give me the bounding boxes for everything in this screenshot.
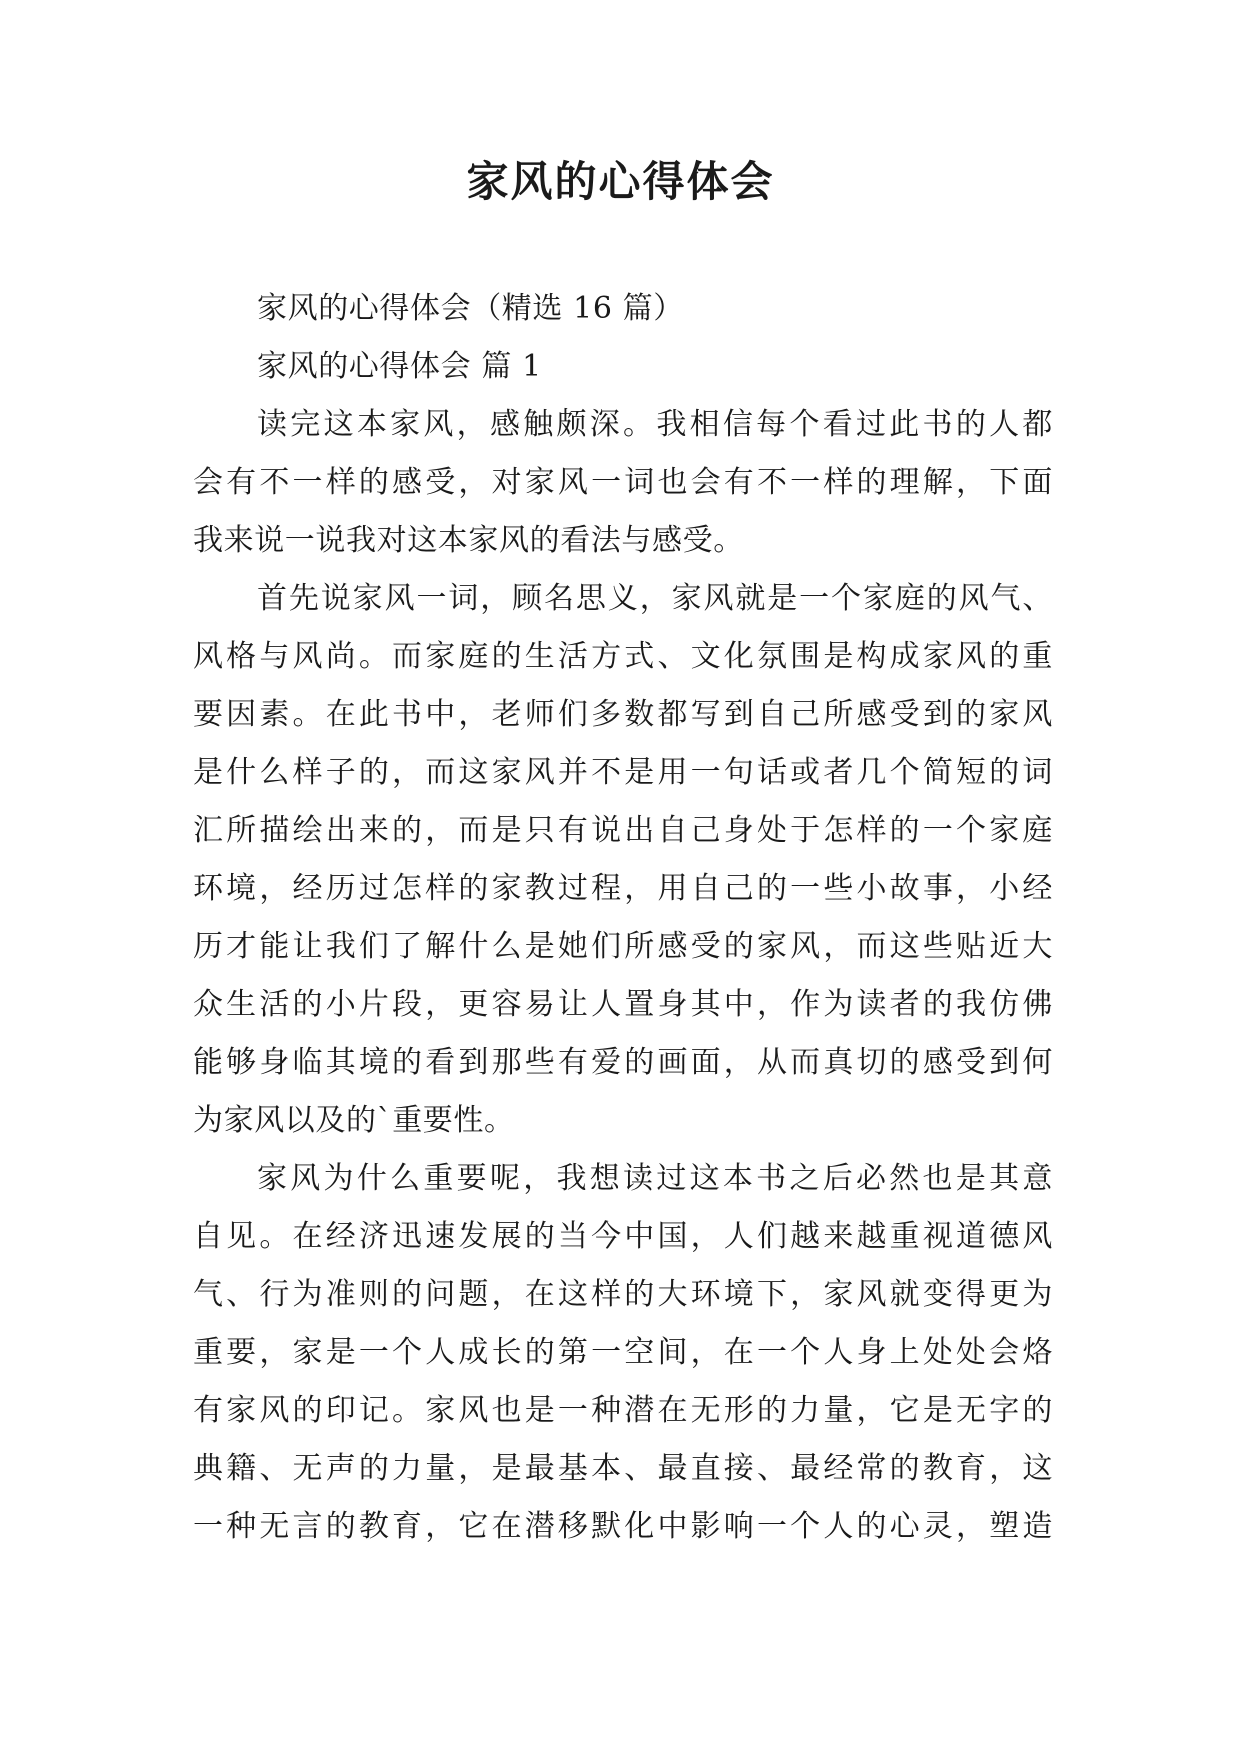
paragraph-line: 汇所描绘出来的，而是只有说出自己身处于怎样的一个家庭 bbox=[193, 813, 1053, 848]
paragraph-line: 能够身临其境的看到那些有爱的画面，从而真切的感受到何 bbox=[193, 1045, 1053, 1080]
paragraph-line: 典籍、无声的力量，是最基本、最直接、最经常的教育，这 bbox=[193, 1451, 1053, 1486]
paragraph-line: 首先说家风一词，顾名思义，家风就是一个家庭的风气、 bbox=[257, 581, 1053, 616]
paragraph-line: 一种无言的教育，它在潜移默化中影响一个人的心灵，塑造 bbox=[193, 1509, 1053, 1544]
paragraph-line: 气、行为准则的问题，在这样的大环境下，家风就变得更为 bbox=[193, 1277, 1053, 1312]
paragraph-line: 要因素。在此书中，老师们多数都写到自己所感受到的家风 bbox=[193, 697, 1053, 732]
paragraph-line: 是什么样子的，而这家风并不是用一句话或者几个简短的词 bbox=[193, 755, 1053, 790]
paragraph-line: 有家风的印记。家风也是一种潜在无形的力量，它是无字的 bbox=[193, 1393, 1053, 1428]
paragraph-line: 我来说一说我对这本家风的看法与感受。 bbox=[193, 523, 744, 558]
paragraph-line: 重要，家是一个人成长的第一空间，在一个人身上处处会烙 bbox=[193, 1335, 1053, 1370]
paragraph-line: 环境，经历过怎样的家教过程，用自己的一些小故事，小经 bbox=[193, 871, 1053, 906]
paragraph-line: 自见。在经济迅速发展的当今中国，人们越来越重视道德风 bbox=[193, 1219, 1053, 1254]
document-title: 家风的心得体会 bbox=[466, 157, 775, 206]
paragraph-line: 众生活的小片段，更容易让人置身其中，作为读者的我仿佛 bbox=[193, 987, 1053, 1022]
subtitle-line: 家风的心得体会（精选 16 篇） bbox=[257, 291, 684, 326]
paragraph-line: 会有不一样的感受，对家风一词也会有不一样的理解，下面 bbox=[193, 465, 1053, 500]
paragraph-line: 风格与风尚。而家庭的生活方式、文化氛围是构成家风的重 bbox=[193, 639, 1053, 674]
paragraph-line: 家风为什么重要呢，我想读过这本书之后必然也是其意 bbox=[257, 1161, 1053, 1196]
paragraph-line: 为家风以及的`重要性。 bbox=[193, 1103, 515, 1138]
paragraph-line: 读完这本家风，感触颇深。我相信每个看过此书的人都 bbox=[257, 407, 1053, 442]
section-heading: 家风的心得体会 篇 1 bbox=[257, 349, 542, 384]
paragraph-line: 历才能让我们了解什么是她们所感受的家风，而这些贴近大 bbox=[193, 929, 1053, 964]
document-body bbox=[193, 280, 1053, 1556]
